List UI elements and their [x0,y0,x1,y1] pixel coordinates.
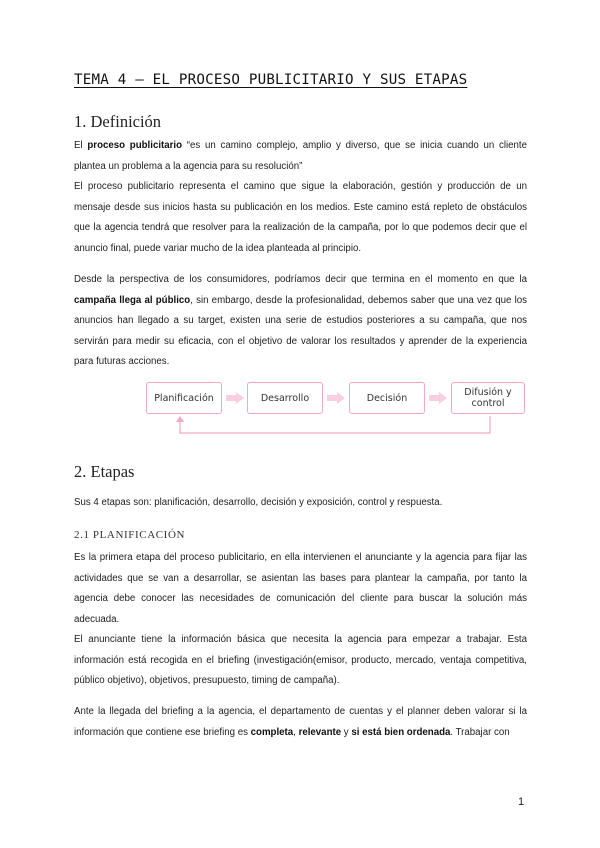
page-number: 1 [518,796,525,808]
paragraph-briefing-info: El anunciante tiene la información básica que necesita la agencia para empezar a trabajar. Esta información está recogida en el briefing (investigación(emisor, producto, mercado, ventaja competitiva, público objetivo), objetivos, presupuesto, timing de campaña). [74,634,527,687]
arrow-head-icon [337,392,345,404]
arrow-head-icon [439,392,447,404]
arrow-right-icon [429,395,439,401]
paragraph-definition-description: El proceso publicitario representa el camino que sigue la elaboración, gestión y producción de un mensaje desde sus inicios hasta su publicación en los medios. Este camino está repleto de obstáculos que la agencia tendrá que resolver para la realización de la campaña, por lo que podemos decir que el anuncio final, puede variar mucho de la idea planteada al principio. [74,181,527,254]
arrow-head-icon [236,392,244,404]
bold-term: si está bien ordenada [351,726,451,738]
step-box-desarrollo: Desarrollo [247,382,323,414]
document-title: TEMA 4 – EL PROCESO PUBLICITARIO Y SUS ETAPAS [74,72,468,88]
bold-term: proceso publicitario [87,140,183,151]
bold-term: completa [250,726,294,738]
step-box-planificacion: Planificación [146,382,222,414]
text-run: Desde la perspectiva de los consumidores, podríamos decir que termina en el momento en que la [74,274,527,285]
text-run: , [293,726,299,738]
bold-term: relevante [298,726,342,738]
text-run: “es un camino complejo, amplio y diverso, que se inicia cuando un cliente plantea un problema a la agencia para su resolución” [74,140,528,172]
text-run: , sin embargo, desde la profesionalidad, debemos saber que una vez que los anuncios han llegado a su target, existen una serie de estudios posteriores a su campaña, que nos servirán para medir su eficacia, con el objetivo de valorar los resultados y aprender de la experiencia para futuras acciones. [74,294,527,368]
subsection-heading-planificacion: 2.1 PLANIFICACIÓN [74,529,186,541]
paragraph-definition-quote [74,136,527,177]
paragraph-briefing-arrival [74,702,527,743]
paragraph-planificacion-first: Es la primera etapa del proceso publicitario, en ella intervienen el anunciante y la agencia para fijar las actividades que se van a desarrollar, se asientan las bases para plantear la campaña, por tanto la agencia debe conocer las necesidades de comunicación del cliente para buscar la solución más adecuada. [74,552,527,625]
arrow-right-icon [226,395,236,401]
step-box-difusion-control: Difusión y control [451,382,525,414]
text-run: Ante la llegada del briefing a la agencia, el departamento de cuentas y el planner deben valorar si la información que contiene ese briefing es [74,706,527,738]
paragraph-consumer-perspective [74,270,527,373]
text-run: El [74,140,88,151]
arrow-right-icon [327,395,337,401]
step-box-decision: Decisión [349,382,425,414]
paragraph-etapas-intro: Sus 4 etapas son: planificación, desarrollo, decisión y exposición, control y respuesta. [74,497,443,508]
section-heading-etapas: 2. Etapas [74,462,135,481]
section-heading-definicion: 1. Definición [74,112,162,131]
bold-term: campaña llega al público [74,294,191,306]
text-run: . Trabajar con [450,726,510,738]
text-run: y [341,726,352,738]
process-flow-diagram [140,378,530,440]
